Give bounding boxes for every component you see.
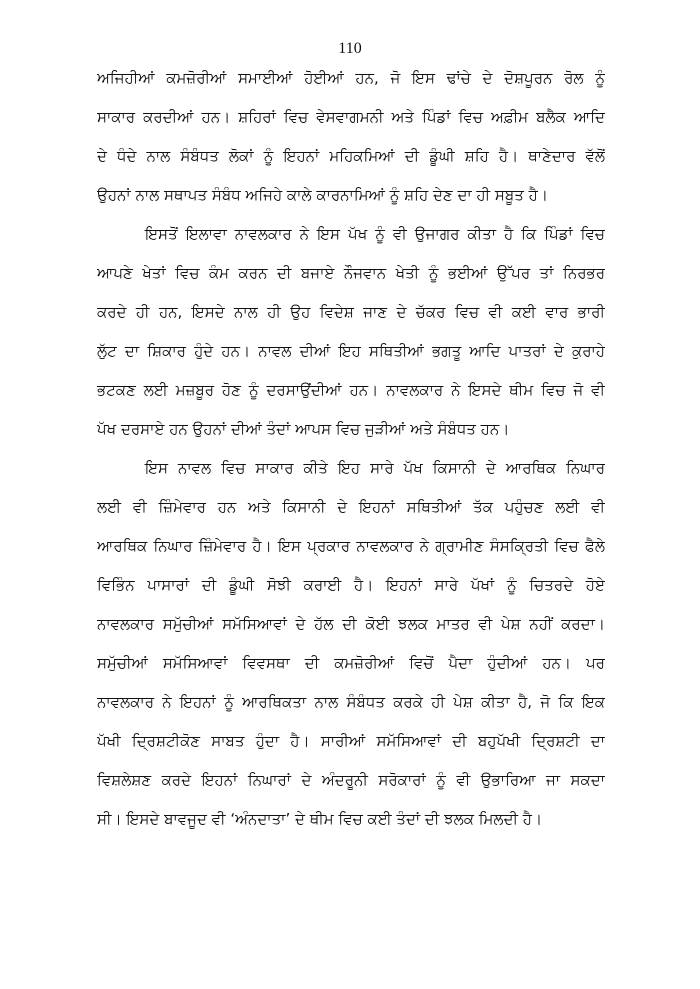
text-line: ਕਰਦੇ ਹੀ ਹਨ, ਇਸਦੇ ਨਾਲ ਹੀ ਉਹ ਵਿਦੇਸ਼ ਜਾਣ ਦੇ ਚੱਕਰ ਵਿਚ ਵੀ ਕਈ ਵਾਰ ਭਾਰੀ bbox=[97, 303, 605, 321]
paragraph-1 bbox=[97, 64, 605, 220]
text-line: ਇਸਤੋਂ ਇਲਾਵਾ ਨਾਵਲਕਾਰ ਨੇ ਇਸ ਪੱਖ ਨੂੰ ਵੀ ਉਜਾਗਰ ਕੀਤਾ ਹੈ ਕਿ ਪਿੰਡਾਂ ਵਿਚ bbox=[145, 225, 605, 243]
text-line: ਨਾਵਲਕਾਰ ਨੇ ਇਹਨਾਂ ਨੂੰ ਆਰਥਿਕਤਾ ਨਾਲ ਸੰਬੰਧਤ ਕਰਕੇ ਹੀ ਪੇਸ਼ ਕੀਤਾ ਹੈ, ਜੋ ਕਿ ਇਕ bbox=[97, 693, 605, 711]
text-line: ਲਈ ਵੀ ਜ਼ਿੰਮੇਵਾਰ ਹਨ ਅਤੇ ਕਿਸਾਨੀ ਦੇ ਇਹਨਾਂ ਸਥਿਤੀਆਂ ਤੱਕ ਪਹੁੰਚਣ ਲਈ ਵੀ bbox=[97, 498, 605, 516]
paragraph-3 bbox=[97, 454, 605, 844]
paragraph-2 bbox=[97, 220, 605, 454]
text-line: ਦੇ ਧੰਦੇ ਨਾਲ ਸੰਬੰਧਤ ਲੋਕਾਂ ਨੂੰ ਇਹਨਾਂ ਮਹਿਕਮਿਆਂ ਦੀ ਡੂੰਘੀ ਸ਼ਹਿ ਹੈ। ਥਾਣੇਦਾਰ ਵੱਲੋਂ bbox=[97, 147, 605, 165]
text-line: ਵਿਭਿੰਨ ਪਾਸਾਰਾਂ ਦੀ ਡੂੰਘੀ ਸੋਝੀ ਕਰਾਈ ਹੈ। ਇਹਨਾਂ ਸਾਰੇ ਪੱਖਾਂ ਨੂੰ ਚਿਤਰਦੇ ਹੋਏ bbox=[97, 576, 605, 594]
document-body bbox=[97, 64, 605, 844]
text-line: ਆਰਥਿਕ ਨਿਘਾਰ ਜ਼ਿੰਮੇਵਾਰ ਹੈ। ਇਸ ਪ੍ਰਕਾਰ ਨਾਵਲਕਾਰ ਨੇ ਗ੍ਰਾਮੀਣ ਸੰਸਕ੍ਰਿਤੀ ਵਿਚ ਫੈਲੇ bbox=[97, 537, 605, 555]
text-line: ਸਮੁੱਚੀਆਂ ਸਮੱਸਿਆਵਾਂ ਵਿਵਸਥਾ ਦੀ ਕਮਜ਼ੋਰੀਆਂ ਵਿਚੋਂ ਪੈਦਾ ਹੁੰਦੀਆਂ ਹਨ। ਪਰ bbox=[97, 654, 605, 672]
text-line: ਪੱਖ ਦਰਸਾਏ ਹਨ ਉਹਨਾਂ ਦੀਆਂ ਤੰਦਾਂ ਆਪਸ ਵਿਚ ਜੁੜੀਆਂ ਅਤੇ ਸੰਬੰਧਤ ਹਨ। bbox=[97, 420, 510, 438]
text-line: ਆਪਣੇ ਖੇਤਾਂ ਵਿਚ ਕੰਮ ਕਰਨ ਦੀ ਬਜਾਏ ਨੌਜਵਾਨ ਖੇਤੀ ਨੂੰ ਭਈਆਂ ਉੱਪਰ ਤਾਂ ਨਿਰਭਰ bbox=[97, 264, 605, 282]
text-line: ਲੁੱਟ ਦਾ ਸ਼ਿਕਾਰ ਹੁੰਦੇ ਹਨ। ਨਾਵਲ ਦੀਆਂ ਇਹ ਸਥਿਤੀਆਂ ਭਗਤੂ ਆਦਿ ਪਾਤਰਾਂ ਦੇ ਕੁਰਾਹੇ bbox=[97, 342, 605, 360]
text-line: ਅਜਿਹੀਆਂ ਕਮਜ਼ੋਰੀਆਂ ਸਮਾਈਆਂ ਹੋਈਆਂ ਹਨ, ਜੋ ਇਸ ਢਾਂਚੇ ਦੇ ਦੋਸ਼ਪੂਰਨ ਰੋਲ ਨੂੰ bbox=[97, 69, 605, 87]
text-line: ਵਿਸ਼ਲੇਸ਼ਣ ਕਰਦੇ ਇਹਨਾਂ ਨਿਘਾਰਾਂ ਦੇ ਅੰਦਰੂਨੀ ਸਰੋਕਾਰਾਂ ਨੂੰ ਵੀ ਉਭਾਰਿਆ ਜਾ ਸਕਦਾ bbox=[97, 771, 605, 789]
text-line: ਉਹਨਾਂ ਨਾਲ ਸਥਾਪਤ ਸੰਬੰਧ ਅਜਿਹੇ ਕਾਲੇ ਕਾਰਨਾਮਿਆਂ ਨੂੰ ਸ਼ਹਿ ਦੇਣ ਦਾ ਹੀ ਸਬੂਤ ਹੈ। bbox=[97, 186, 548, 204]
text-line: ਨਾਵਲਕਾਰ ਸਮੁੱਚੀਆਂ ਸਮੱਸਿਆਵਾਂ ਦੇ ਹੱਲ ਦੀ ਕੋਈ ਝਲਕ ਮਾਤਰ ਵੀ ਪੇਸ਼ ਨਹੀਂ ਕਰਦਾ। bbox=[97, 615, 605, 633]
page-number: 110 bbox=[338, 40, 362, 57]
text-line: ਪੱਖੀ ਦ੍ਰਿਸ਼ਟੀਕੋਣ ਸਾਬਤ ਹੁੰਦਾ ਹੈ। ਸਾਰੀਆਂ ਸਮੱਸਿਆਵਾਂ ਦੀ ਬਹੁਪੱਖੀ ਦ੍ਰਿਸ਼ਟੀ ਦਾ bbox=[97, 732, 605, 750]
text-line: ਇਸ ਨਾਵਲ ਵਿਚ ਸਾਕਾਰ ਕੀਤੇ ਇਹ ਸਾਰੇ ਪੱਖ ਕਿਸਾਨੀ ਦੇ ਆਰਥਿਕ ਨਿਘਾਰ bbox=[145, 459, 605, 477]
text-line: ਸੀ। ਇਸਦੇ ਬਾਵਜੂਦ ਵੀ ‘ਅੰਨਦਾਤਾ’ ਦੇ ਥੀਮ ਵਿਚ ਕਈ ਤੰਦਾਂ ਦੀ ਝਲਕ ਮਿਲਦੀ ਹੈ। bbox=[97, 810, 543, 828]
text-line: ਭਟਕਣ ਲਈ ਮਜ਼ਬੂਰ ਹੋਣ ਨੂੰ ਦਰਸਾਉਂਦੀਆਂ ਹਨ। ਨਾਵਲਕਾਰ ਨੇ ਇਸਦੇ ਥੀਮ ਵਿਚ ਜੋ ਵੀ bbox=[97, 381, 605, 399]
text-line: ਸਾਕਾਰ ਕਰਦੀਆਂ ਹਨ। ਸ਼ਹਿਰਾਂ ਵਿਚ ਵੇਸਵਾਗਮਨੀ ਅਤੇ ਪਿੰਡਾਂ ਵਿਚ ਅਫ਼ੀਮ ਬਲੈਕ ਆਦਿ bbox=[97, 108, 605, 126]
